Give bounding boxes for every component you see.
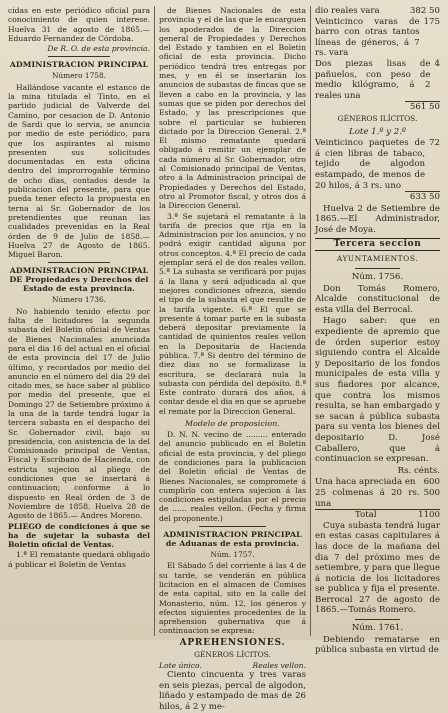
notice-number: Núm. 1757. — [210, 550, 255, 560]
goods-heading: GÉNEROS LÍCITOS. — [194, 649, 271, 659]
notice-number: Núm. 1761. — [351, 623, 404, 634]
lead-paragraph: cidas en este periódico oficial para conocimiento de quien interese. Huelva 31 de agosto de 1865.—Eduardo Fernandez de Córdoba. — [8, 6, 150, 43]
conditions-body: de Bienes Nacionales de esta provincia y el de las que le encarguen los apoderados de la Direccion general de Propiedades y Derechos del Estado y tambien en el Boletin oficial de esta provincia. Dicho periódico tendrá tres entregas por mes, y en él se insertarán los anuncios de subastas de fincas que se lleven a cabo en la provincia, y las sumas que se piden por derechos del Estado, y las prescripciones que sobre el particular se hubieren dictado por la Direccion General. 2.ª El mismo rematante quedará obligado á remitir un ejemplar de cada número al Sr. Gobernador, otro al Comisionado principal de Ventas, otro á la Administracion principal de Propiedades y Derechos del Estado, otro al Promotor fiscal, y otros dos á la Direccion General. — [159, 6, 306, 211]
subtotal: 561 50 — [405, 101, 440, 113]
price-line: Veinticinco paquetes de á cien libras de tabaco, tejido de algodon estampado, de menos de 20 hilos, á 3 rs. uno 72 — [315, 138, 440, 191]
notice-body: Cuya subasta tendrá lugar en estas casas capitulares á las doce de la mañana del dia 7 del próximo mes de setiembre, y para que llegue á noticia de los licitadores se publica y fija el presente. Berrocal 27 de agosto de 1865.—Tomás Romero. — [315, 520, 440, 616]
notice-number: Número 1758. — [51, 71, 107, 81]
notice-body: El Sábado 5 del corriente á las 4 de su tarde, se venderán en pública licitacion en el almacen de Comisos de esta capital, sito en la calle del Monasterio, núm. 12, los géneros y efectos siguientes procedentes de la aprehension gubernativa que á continuacion se expresa: — [159, 561, 306, 636]
table-head: Rs. cénts. — [397, 465, 440, 476]
notice-body: Debiendo rematarse en pública subasta en virtud de — [315, 634, 440, 656]
section-heading: ADMINISTRACION PRINCIPAL DE Propiedades y Derechos del Estado de esta provincia. — [9, 266, 149, 294]
price-line: dio reales vara 382 50 — [315, 6, 440, 16]
notice-body: Don Tomás Romero, Alcalde constitucional de esta villa del Berrocal. — [315, 283, 440, 315]
total-line: Total 1100 — [315, 509, 440, 521]
conditions-body: 3.ª Se sujetará el rematante á la tarifa de precios que rija en la Administracion por los anuncios, y no podrá exigir cantidad alguna por otros conceptos. 4.ª El precio de cada ejemplar será el de dos reales vellon. 5.ª La subasta se verificará por pujas á la llana y será adjudicada al que mejores condiciones ofrezca, siendo el tipo de la subasta el que resulte de la tarifa vigente. 6.ª El que se presente á tomar parte en la subasta deberá depositar previamente la cantidad de quinientos reales vellon en la Depositaría de Hacienda pública. 7.ª Si dentro del término de diez dias no se formalizase la escritura, se declarará nula la subasta con pérdida del depósito. 8.ª Este contrato durará dos años, á contar desde el dia en que se apruebe el remate por la Direccion General. — [159, 211, 306, 416]
notice-body: No habiendo tenido efecto por falta de licitadores la segunda subasta del Boletin oficial de Ventas de Bienes Nacionales anunciada para el dia 16 del actual en el oficial de esta provincia del 17 de Julio último, y recordados por medio del anuncio en el número del dia 29 del citado mes, se hace saber al público por medio del presente, que el Domingo 27 de Setiembre próximo á la una de la tarde tendrá lugar la tercera subasta en el despacho del Sr. Gobernador civil, bajo su presidencia, con asistencia de la del Comisionado principal de Ventas, Fiscal y Escribano de Hacienda, con estricta sujecion al pliego de condiciones que se insertará á continuacion; conforme á lo dispuesto en Real órden de 3 de Noviembre de 1858. Huelva 28 de Agosto de 1865.— Andres Moreno. — [8, 306, 150, 521]
section-subtitle: AYUNTAMIENTOS. — [336, 254, 419, 264]
divider — [199, 526, 266, 527]
goods-heading: GÉNEROS ILÍCITOS. — [337, 113, 418, 123]
total: 633 50 — [405, 191, 440, 203]
lot-label: Lote 1.º y 2.º — [349, 126, 406, 137]
date-signature: Huelva 2 de Setiembre de 1865.—El Administrador, José de Moya. — [315, 203, 440, 235]
model-body: D. N. N. vecino de ......... enterado del anuncio publicado en el Boletin oficial de esta provincia, y del pliego de condiciones para la publicacion del Boletin oficial de Ventas de Bienes Nacionales, se compromete á cumplirlo con entera sujecion á las condiciones estipuladas por el precio de ...... reales vellon. (Fecha y firma del proponente.) — [159, 430, 306, 523]
section-heading: ADMINISTRACION PRINCIPAL de Aduanas de esta provincia. — [163, 530, 302, 549]
section-title: Tercera seccion — [315, 238, 440, 251]
lot-unit: Reales vellon. — [252, 661, 306, 670]
divider — [48, 56, 110, 57]
lot-header — [159, 661, 306, 670]
divider — [355, 619, 400, 620]
price-line: Dos piezas lisas de pañuelos, con peso de medio kilógramo, á 2 reales una 4 — [315, 58, 440, 101]
lot-body: Ciento cincuenta y tres varas en seis piezas, percal de algodon, liñado y estampado de mas de 26 hilos, á 2 y me- — [159, 670, 306, 713]
conditions-heading: PLIEGO de condiciones á que se ha de sujetar la subasta del Boletin oficial de Ventas. — [8, 521, 150, 550]
column-3 — [310, 6, 444, 656]
section-heading: ADMINISTRACION PRINCIPAL — [9, 60, 149, 70]
price-line: Una haca apreciada en 600 — [315, 477, 440, 488]
price-line: Veinticinco varas de barro con otras tantos líneas de géneros, á 7 rs. vara 175 — [315, 16, 440, 59]
apprehensions-heading: APREHENSIONES. — [179, 637, 286, 648]
notice-body: Hallándose vacante el estanco de la mina titulada el Tinto, en el partido judicial de Valverde del Camino, por cesacion de D. Antonio de Sardi que lo servia, se anuncia por medio de este periódico, para que los aspirantes al mismo presenten sus solicitudes documentadas en esta oficina dentro del improrrogable término de ocho dias, contados desde la publicacion del presente, para que pueda tener efecto la propuesta en terna al Sr. Gobernador de los pretendientes que reunan las cualidades prevenidas en la Real órden de 9 de Julio de 1858.— Huelva 27 de Agosto de 1865. Miguel Baron. — [8, 82, 150, 260]
notice-body: Hago saber: que en expediente de apremio que de órden superior estoy siguiendo contra el Alcalde y Depositario de los fondos municipales de esta villa y sus fiadores por alcance, que contra los mismos resulta, se han embargado y se sacan á pública subasta para su venta los bienes del depositario D. José Caballero, que á continuacion se expresan. — [315, 316, 440, 465]
notice-number: Número 1736. — [51, 295, 107, 305]
conditions-body: 1.ª El rematante quedará obligado á publicar el Boletin de Ventas — [8, 550, 150, 569]
column-1 — [4, 6, 154, 636]
lot-label: Lote único. — [159, 661, 202, 670]
lead-source: De R. O. de esta provincia. — [47, 44, 150, 54]
divider — [355, 268, 400, 269]
divider — [48, 262, 110, 263]
column-2 — [154, 6, 310, 713]
price-line: 25 colmenas á 20 rs. una 500 — [315, 487, 440, 509]
notice-number: Núm. 1756. — [351, 272, 404, 283]
model-heading: Modelo de proposicion. — [185, 419, 280, 429]
